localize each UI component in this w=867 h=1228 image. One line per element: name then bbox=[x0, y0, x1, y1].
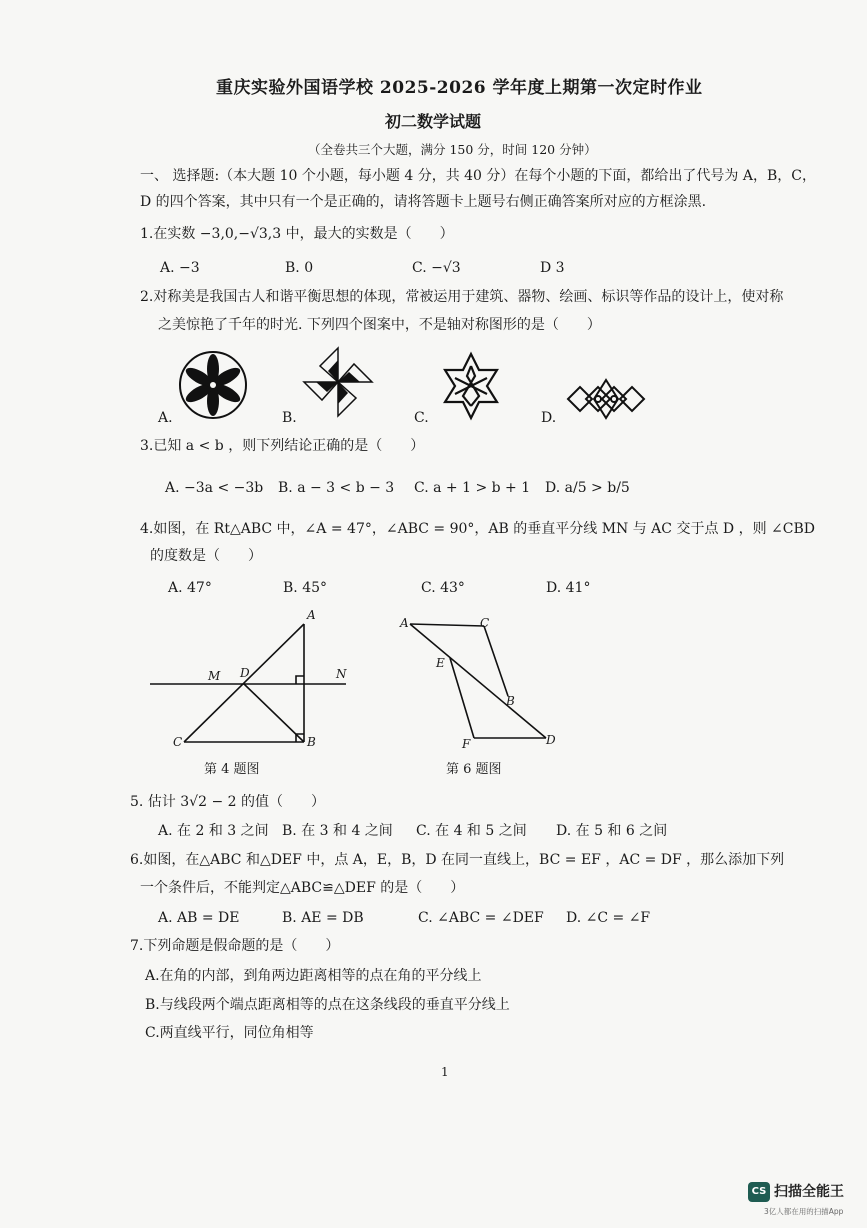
q4-option-d[interactable]: D. 41° bbox=[546, 580, 591, 596]
q4-stem-line2: 的度数是（ ） bbox=[150, 548, 262, 564]
q4-option-b[interactable]: B. 45° bbox=[283, 580, 328, 596]
q4-option-c[interactable]: C. 43° bbox=[421, 580, 465, 596]
q7-stem: 7.下列命题是假命题的是（ ） bbox=[130, 938, 340, 954]
fig6-point-c: C bbox=[480, 616, 490, 630]
q6-option-d[interactable]: D. ∠C = ∠F bbox=[566, 910, 651, 926]
fig6-side-cb bbox=[484, 626, 508, 696]
fig4-caption: 第 4 题图 bbox=[204, 762, 260, 777]
figure-q4 bbox=[148, 606, 358, 756]
q6-stem-line2: 一个条件后，不能判定△ABC≌△DEF 的是（ ） bbox=[140, 880, 465, 896]
q6-option-b[interactable]: B. AE = DB bbox=[282, 910, 364, 926]
fig6-side-ac bbox=[410, 624, 484, 626]
q6-option-c[interactable]: C. ∠ABC = ∠DEF bbox=[418, 910, 544, 926]
q2-pattern-c bbox=[435, 350, 507, 422]
fig4-point-m: M bbox=[208, 669, 221, 683]
q2-pattern-d bbox=[566, 378, 646, 420]
q2-stem-line1: 2.对称美是我国古人和谐平衡思想的体现，常被运用于建筑、器物、绘画、标识等作品的设计上，使对称 bbox=[140, 289, 784, 305]
q3-option-d[interactable]: D. a/5 > b/5 bbox=[545, 480, 630, 496]
q7-option-a[interactable]: A.在角的内部，到角两边距离相等的点在角的平分线上 bbox=[145, 968, 482, 984]
section1-line2: D 的四个答案，其中只有一个是正确的，请将答题卡上题号右侧正确答案所对应的方框涂黑. bbox=[140, 194, 707, 210]
q2-pattern-b bbox=[300, 344, 376, 420]
q5-option-a[interactable]: A. 在 2 和 3 之间 bbox=[158, 823, 269, 839]
exam-note: （全卷共三个大题，满分 150 分，时间 120 分钟） bbox=[308, 142, 597, 157]
fig6-point-a: A bbox=[400, 616, 409, 630]
q3-stem: 3.已知 a < b ，则下列结论正确的是（ ） bbox=[140, 438, 425, 454]
fig6-point-e: E bbox=[436, 656, 445, 670]
q2-stem-line2: 之美惊艳了千年的时光. 下列四个图案中，不是轴对称图形的是（ ） bbox=[158, 317, 601, 333]
q2-label-b[interactable]: B. bbox=[282, 410, 297, 426]
page-number: 1 bbox=[441, 1065, 449, 1079]
q2-label-c[interactable]: C. bbox=[414, 410, 429, 426]
figure-q6 bbox=[398, 614, 568, 754]
fig4-point-d: D bbox=[240, 666, 250, 680]
brand-tagline: 3亿人都在用的扫描App bbox=[764, 1207, 844, 1216]
q5-option-c[interactable]: C. 在 4 和 5 之间 bbox=[416, 823, 527, 839]
q1-stem: 1.在实数 −3,0,−√3,3 中，最大的实数是（ ） bbox=[140, 226, 454, 242]
q6-option-a[interactable]: A. AB = DE bbox=[158, 910, 240, 926]
q1-option-b[interactable]: B. 0 bbox=[285, 260, 314, 276]
exam-title: 重庆实验外国语学校 2025-2026 学年度上期第一次定时作业 bbox=[216, 78, 703, 98]
fig4-right-angle-n bbox=[296, 676, 304, 684]
fig6-point-f: F bbox=[462, 737, 471, 751]
fig4-point-n: N bbox=[336, 667, 347, 681]
fig4-point-c: C bbox=[173, 735, 183, 749]
q3-option-c[interactable]: C. a + 1 > b + 1 bbox=[414, 480, 531, 496]
q1-option-c[interactable]: C. −√3 bbox=[412, 260, 461, 276]
fig4-point-a: A bbox=[307, 608, 316, 622]
fig6-caption: 第 6 题图 bbox=[446, 762, 502, 777]
q5-stem: 5. 估计 3√2 − 2 的值（ ） bbox=[130, 794, 325, 810]
fig4-point-b: B bbox=[307, 735, 316, 749]
fig6-side-ef bbox=[450, 658, 474, 738]
q7-option-c[interactable]: C.两直线平行，同位角相等 bbox=[145, 1025, 314, 1041]
q6-stem-line1: 6.如图，在△ABC 和△DEF 中，点 A，E，B，D 在同一直线上，BC = EF ，AC = DF ，那么添加下列 bbox=[130, 852, 785, 868]
q1-option-d[interactable]: D 3 bbox=[540, 260, 565, 276]
q1-option-a[interactable]: A. −3 bbox=[160, 260, 200, 276]
q3-option-b[interactable]: B. a − 3 < b − 3 bbox=[278, 480, 395, 496]
q3-option-a[interactable]: A. −3a < −3b bbox=[165, 480, 264, 496]
exam-subtitle: 初二数学试题 bbox=[385, 112, 482, 131]
fig6-line-ad bbox=[410, 624, 546, 738]
q2-pattern-a bbox=[178, 350, 248, 420]
q2-label-d[interactable]: D. bbox=[541, 410, 557, 426]
q4-option-a[interactable]: A. 47° bbox=[168, 580, 212, 596]
q2-label-a[interactable]: A. bbox=[158, 410, 173, 426]
q7-option-b[interactable]: B.与线段两个端点距离相等的点在这条线段的垂直平分线上 bbox=[145, 997, 510, 1013]
brand-name: 扫描全能王 bbox=[774, 1184, 844, 1200]
q5-option-d[interactable]: D. 在 5 和 6 之间 bbox=[556, 823, 668, 839]
fig6-point-b: B bbox=[506, 694, 515, 708]
fig4-segment-db bbox=[244, 684, 304, 742]
fig6-point-d: D bbox=[546, 733, 556, 747]
section1-line1: 一、 选择题:（本大题 10 个小题，每小题 4 分，共 40 分）在每个小题的下面，都给出了代号为 A，B，C， bbox=[140, 168, 816, 184]
q5-option-b[interactable]: B. 在 3 和 4 之间 bbox=[282, 823, 393, 839]
q4-stem-line1: 4.如图，在 Rt△ABC 中，∠A = 47°，∠ABC = 90°，AB 的垂直平分线 MN 与 AC 交于点 D ，则 ∠CBD bbox=[140, 521, 815, 537]
camscanner-logo-icon: CS bbox=[748, 1182, 770, 1202]
